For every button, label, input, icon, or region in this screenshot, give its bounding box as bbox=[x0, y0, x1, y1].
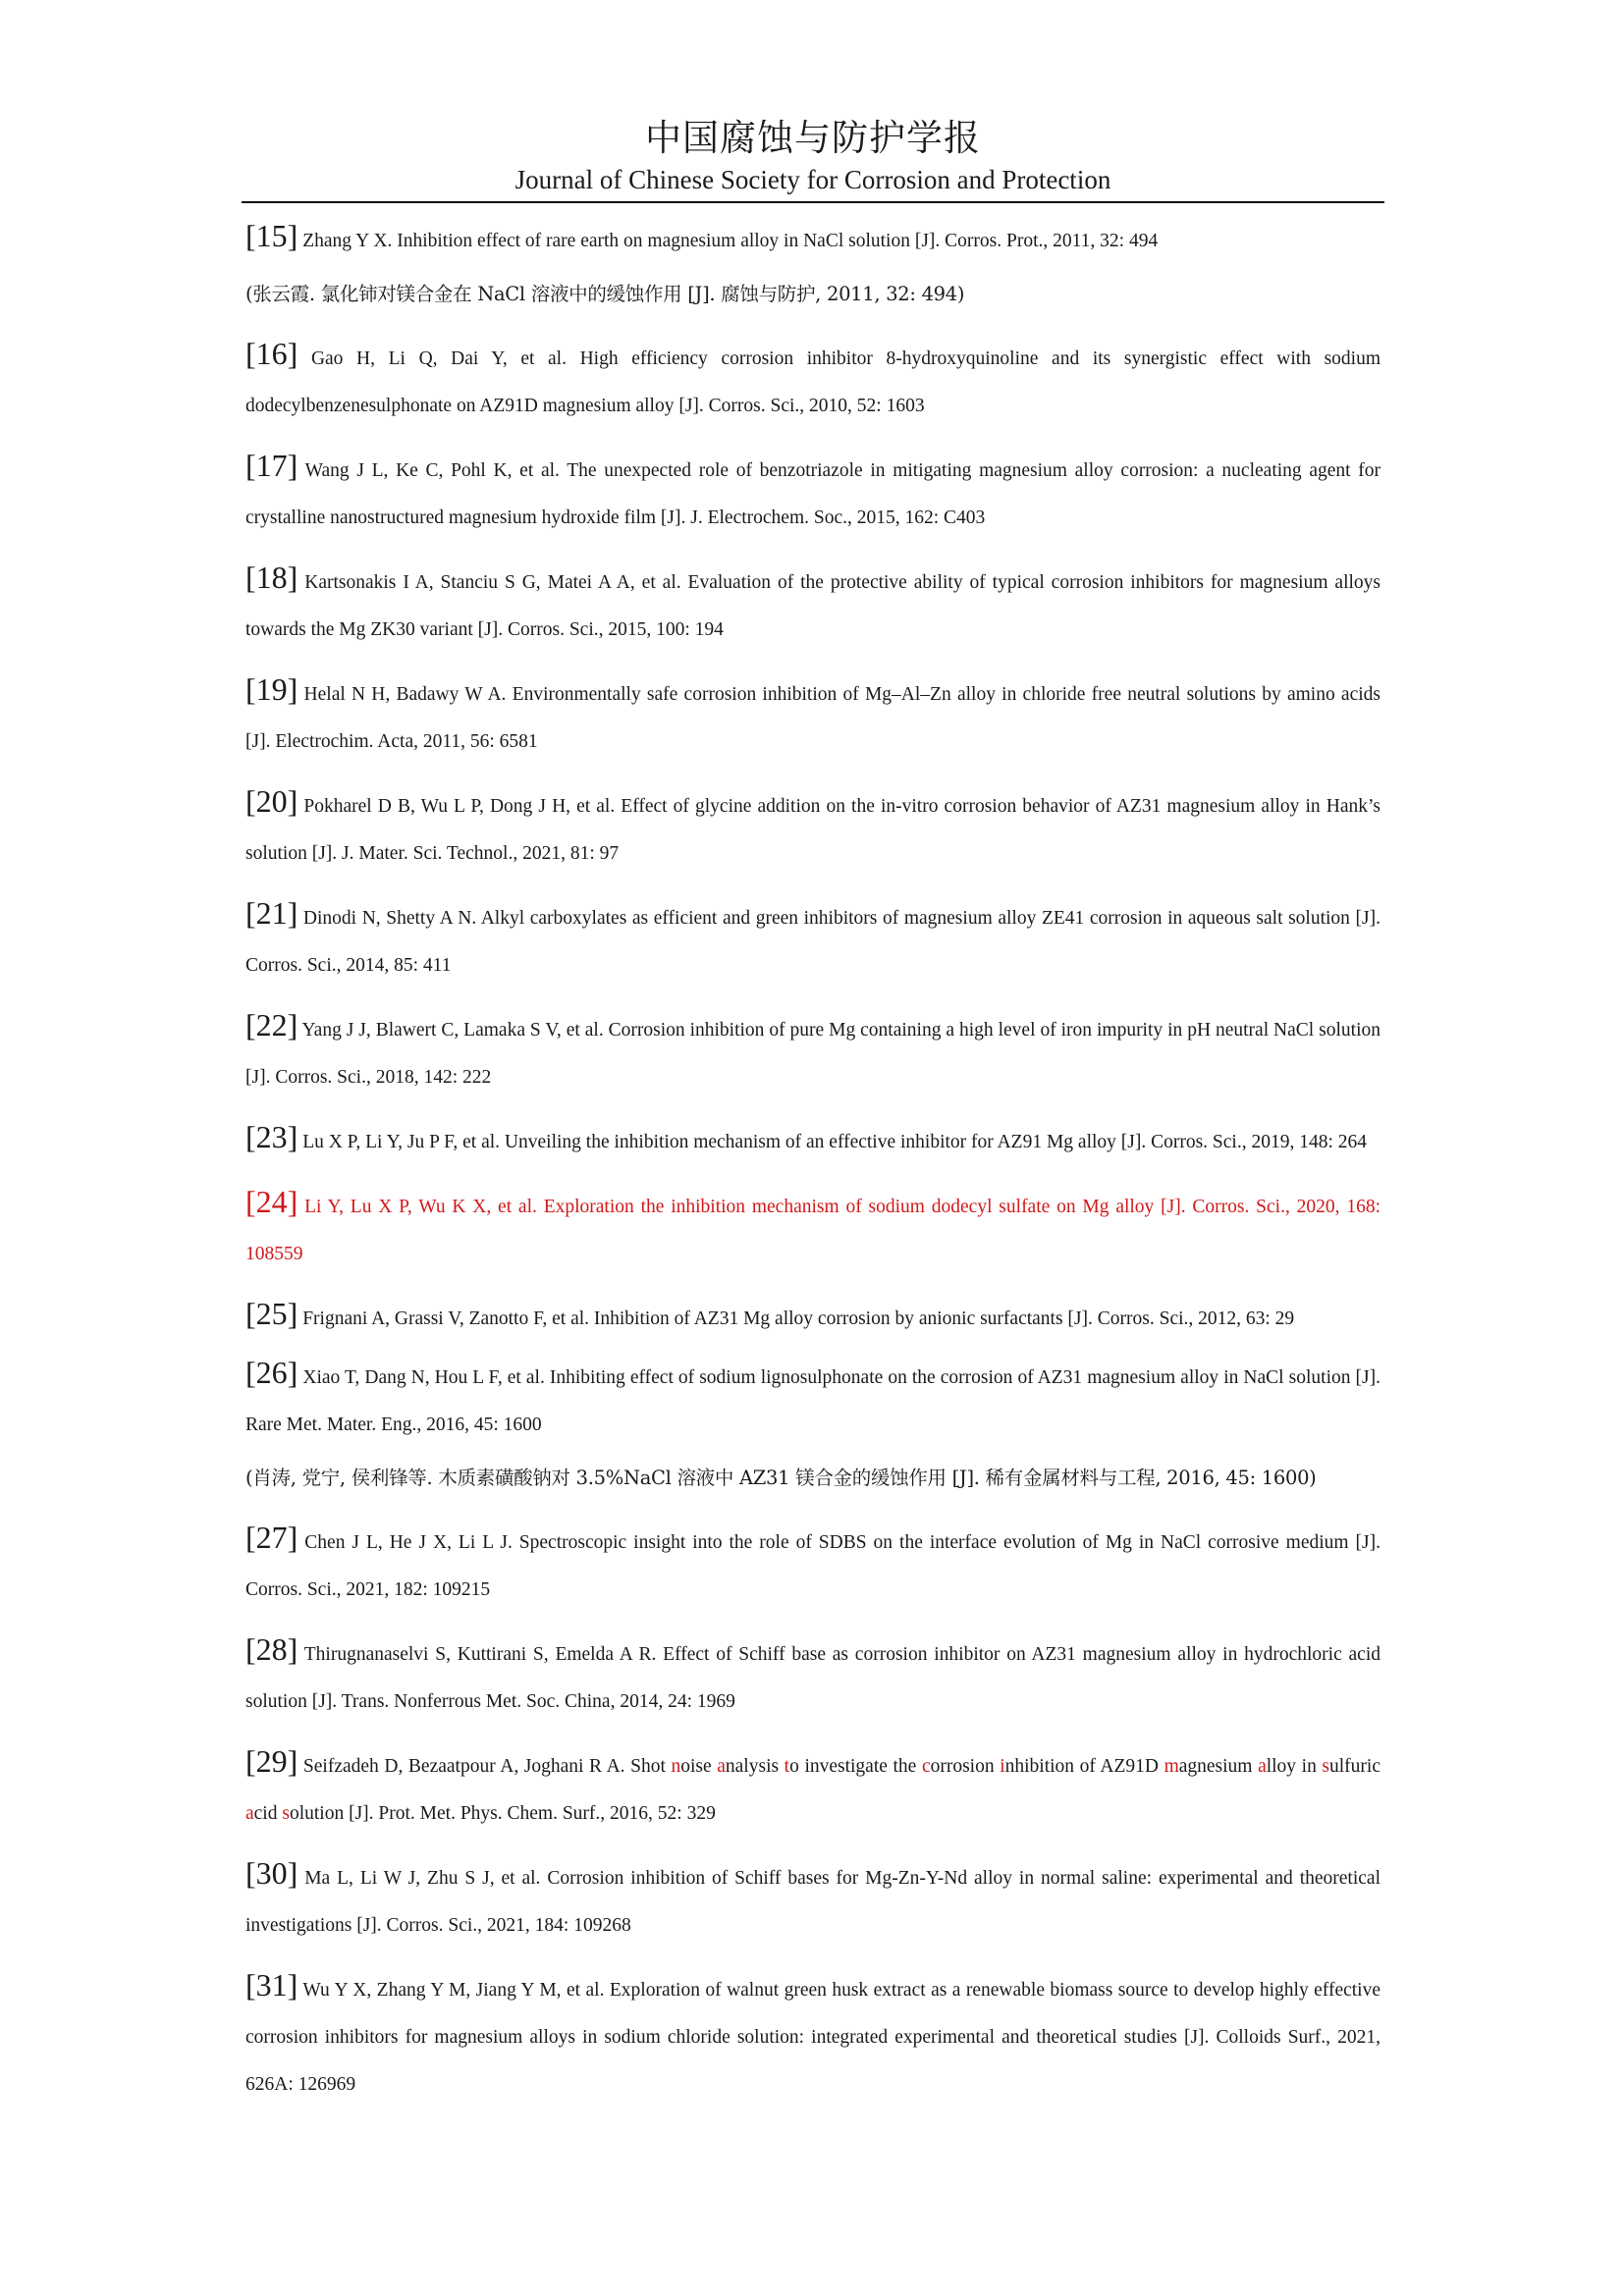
reference-text: Gao H, Li Q, Dai Y, et al. High efficiency corrosion inhibitor 8-hydroxyquinoline and its synergistic effect with sodium dodecylbenzenesulphonate on AZ91D magnesium alloy [J]. Corros. Sci., 2010, 52: 1603 bbox=[245, 348, 1380, 416]
reference-text: Xiao T, Dang N, Hou L F, et al. Inhibiting effect of sodium lignosulphonate on the corrosion of AZ31 magnesium alloy in NaCl solution [J]. Rare Met. Mater. Eng., 2016, 45: 1600 bbox=[245, 1367, 1380, 1435]
reference-text: Li Y, Lu X P, Wu K X, et al. Exploration the inhibition mechanism of sodium dodecyl sulfate on Mg alloy [J]. Corros. Sci., 2020, 168: 108559 bbox=[245, 1197, 1380, 1264]
reference-15 bbox=[245, 212, 1380, 265]
reference-number: [26] bbox=[245, 1355, 298, 1390]
reference-22 bbox=[245, 1001, 1380, 1101]
reference-text: Thirugnanaselvi S, Kuttirani S, Emelda A R. Effect of Schiff base as corrosion inhibitor on AZ31 magnesium alloy in hydrochloric acid solution [J]. Trans. Nonferrous Met. Soc. China, 2014, 24: 1969 bbox=[245, 1644, 1380, 1712]
reference-26-chinese: (肖涛, 党宁, 侯利锋等. 木质素磺酸钠对 3.5%NaCl 溶液中 AZ31 镁合金的缓蚀作用 [J]. 稀有金属材料与工程, 2016, 45: 1600) bbox=[245, 1467, 1317, 1489]
highlighted-letter: s bbox=[282, 1803, 290, 1824]
reference-number: [31] bbox=[245, 1967, 298, 2002]
highlighted-letter: a bbox=[1258, 1756, 1267, 1777]
reference-31 bbox=[245, 1961, 1380, 2109]
reference-number: [29] bbox=[245, 1743, 298, 1779]
reference-number: [24] bbox=[245, 1184, 298, 1219]
highlighted-letter: i bbox=[1000, 1756, 1005, 1777]
reference-text: Chen J L, He J X, Li L J. Spectroscopic insight into the role of SDBS on the interface evolution of Mg in NaCl corrosive medium [J]. Corros. Sci., 2021, 182: 109215 bbox=[245, 1532, 1380, 1600]
reference-number: [25] bbox=[245, 1296, 298, 1331]
reference-25 bbox=[245, 1290, 1380, 1343]
highlighted-letter: m bbox=[1164, 1756, 1179, 1777]
reference-number: [15] bbox=[245, 218, 298, 253]
reference-list bbox=[245, 212, 1380, 2109]
reference-text: Dinodi N, Shetty A N. Alkyl carboxylates as efficient and green inhibitors of magnesium alloy ZE41 corrosion in aqueous salt solution [J]. Corros. Sci., 2014, 85: 411 bbox=[245, 908, 1380, 976]
reference-number: [19] bbox=[245, 671, 298, 707]
reference-number: [21] bbox=[245, 895, 298, 931]
highlighted-letter: t bbox=[784, 1756, 790, 1777]
reference-number: [16] bbox=[245, 336, 298, 371]
highlighted-letter: s bbox=[1322, 1756, 1330, 1777]
highlighted-letter: c bbox=[921, 1756, 931, 1777]
reference-number: [23] bbox=[245, 1119, 298, 1154]
journal-title-cn: 中国腐蚀与防护学报 bbox=[645, 117, 981, 159]
reference-text: Kartsonakis I A, Stanciu S G, Matei A A, et al. Evaluation of the protective ability of typical corrosion inhibitors for magnesium alloys towards the Mg ZK30 variant [J]. Corros. Sci., 2015, 100: 194 bbox=[245, 572, 1380, 640]
reference-18 bbox=[245, 554, 1380, 654]
reference-29: [29] Seifzadeh D, Bezaatpour A, Joghani R A. Shot noise analysis to investigate the corrosion inhibition of AZ91D magnesium alloy in sulfuric acid solution [J]. Prot. Met. Phys. Chem. Surf., 2016, 52: 329 bbox=[245, 1743, 1380, 1824]
reference-number: [20] bbox=[245, 783, 298, 819]
reference-text: Zhang Y X. Inhibition effect of rare earth on magnesium alloy in NaCl solution [J]. Corros. Prot., 2011, 32: 494 bbox=[298, 231, 1159, 251]
reference-23 bbox=[245, 1113, 1380, 1166]
reference-24-highlighted bbox=[245, 1178, 1380, 1278]
journal-header bbox=[242, 116, 1384, 196]
highlighted-letter: n bbox=[671, 1756, 681, 1777]
reference-text: Yang J J, Blawert C, Lamaka S V, et al. Corrosion inhibition of pure Mg containing a high level of iron impurity in pH neutral NaCl solution [J]. Corros. Sci., 2018, 142: 222 bbox=[245, 1020, 1380, 1088]
reference-17 bbox=[245, 442, 1380, 542]
reference-text: Wu Y X, Zhang Y M, Jiang Y M, et al. Exploration of walnut green husk extract as a renewable biomass source to develop highly effective corrosion inhibitors for magnesium alloys in sodium chloride solution: integrated experimental and theoretical studies [J]. Colloids Surf., 2021, 626A: 126969 bbox=[245, 1980, 1380, 2095]
reference-text: Lu X P, Li Y, Ju P F, et al. Unveiling the inhibition mechanism of an effective inhibitor for AZ91 Mg alloy [J]. Corros. Sci., 2019, 148: 264 bbox=[298, 1132, 1368, 1152]
reference-text: Frignani A, Grassi V, Zanotto F, et al. Inhibition of AZ31 Mg alloy corrosion by anionic surfactants [J]. Corros. Sci., 2012, 63: 29 bbox=[298, 1308, 1295, 1329]
reference-19 bbox=[245, 666, 1380, 766]
reference-number: [27] bbox=[245, 1520, 298, 1555]
reference-16 bbox=[245, 330, 1380, 430]
reference-30 bbox=[245, 1849, 1380, 1949]
reference-27 bbox=[245, 1514, 1380, 1614]
reference-26 bbox=[245, 1349, 1380, 1449]
reference-text: Helal N H, Badawy W A. Environmentally safe corrosion inhibition of Mg–Al–Zn alloy in chloride free neutral solutions by amino acids [J]. Electrochim. Acta, 2011, 56: 6581 bbox=[245, 684, 1380, 752]
reference-text: Wang J L, Ke C, Pohl K, et al. The unexpected role of benzotriazole in mitigating magnesium alloy corrosion: a nucleating agent for crystalline nanostructured magnesium hydroxide film [J]. J. Electrochem. Soc., 2015, 162: C403 bbox=[245, 460, 1380, 528]
journal-title-en: Journal of Chinese Society for Corrosion and Protection bbox=[514, 165, 1111, 194]
reference-20 bbox=[245, 777, 1380, 878]
reference-number: [18] bbox=[245, 560, 298, 595]
reference-text: Pokharel D B, Wu L P, Dong J H, et al. Effect of glycine addition on the in-vitro corrosion behavior of AZ31 magnesium alloy in Hank’s solution [J]. J. Mater. Sci. Technol., 2021, 81: 97 bbox=[245, 796, 1380, 864]
reference-text: Ma L, Li W J, Zhu S J, et al. Corrosion inhibition of Schiff bases for Mg-Zn-Y-Nd alloy in normal saline: experimental and theoretical investigations [J]. Corros. Sci., 2021, 184: 109268 bbox=[245, 1868, 1380, 1936]
header-rule bbox=[242, 201, 1384, 203]
highlighted-letter: a bbox=[717, 1756, 726, 1777]
reference-28 bbox=[245, 1626, 1380, 1726]
reference-21 bbox=[245, 889, 1380, 989]
reference-number: [28] bbox=[245, 1631, 298, 1667]
reference-number: [22] bbox=[245, 1007, 298, 1042]
reference-number: [30] bbox=[245, 1855, 298, 1891]
reference-15-chinese: (张云霞. 氯化铈对镁合金在 NaCl 溶液中的缓蚀作用 [J]. 腐蚀与防护, 2011, 32: 494) bbox=[245, 283, 965, 305]
reference-number: [17] bbox=[245, 448, 298, 483]
highlighted-letter: a bbox=[245, 1803, 254, 1824]
